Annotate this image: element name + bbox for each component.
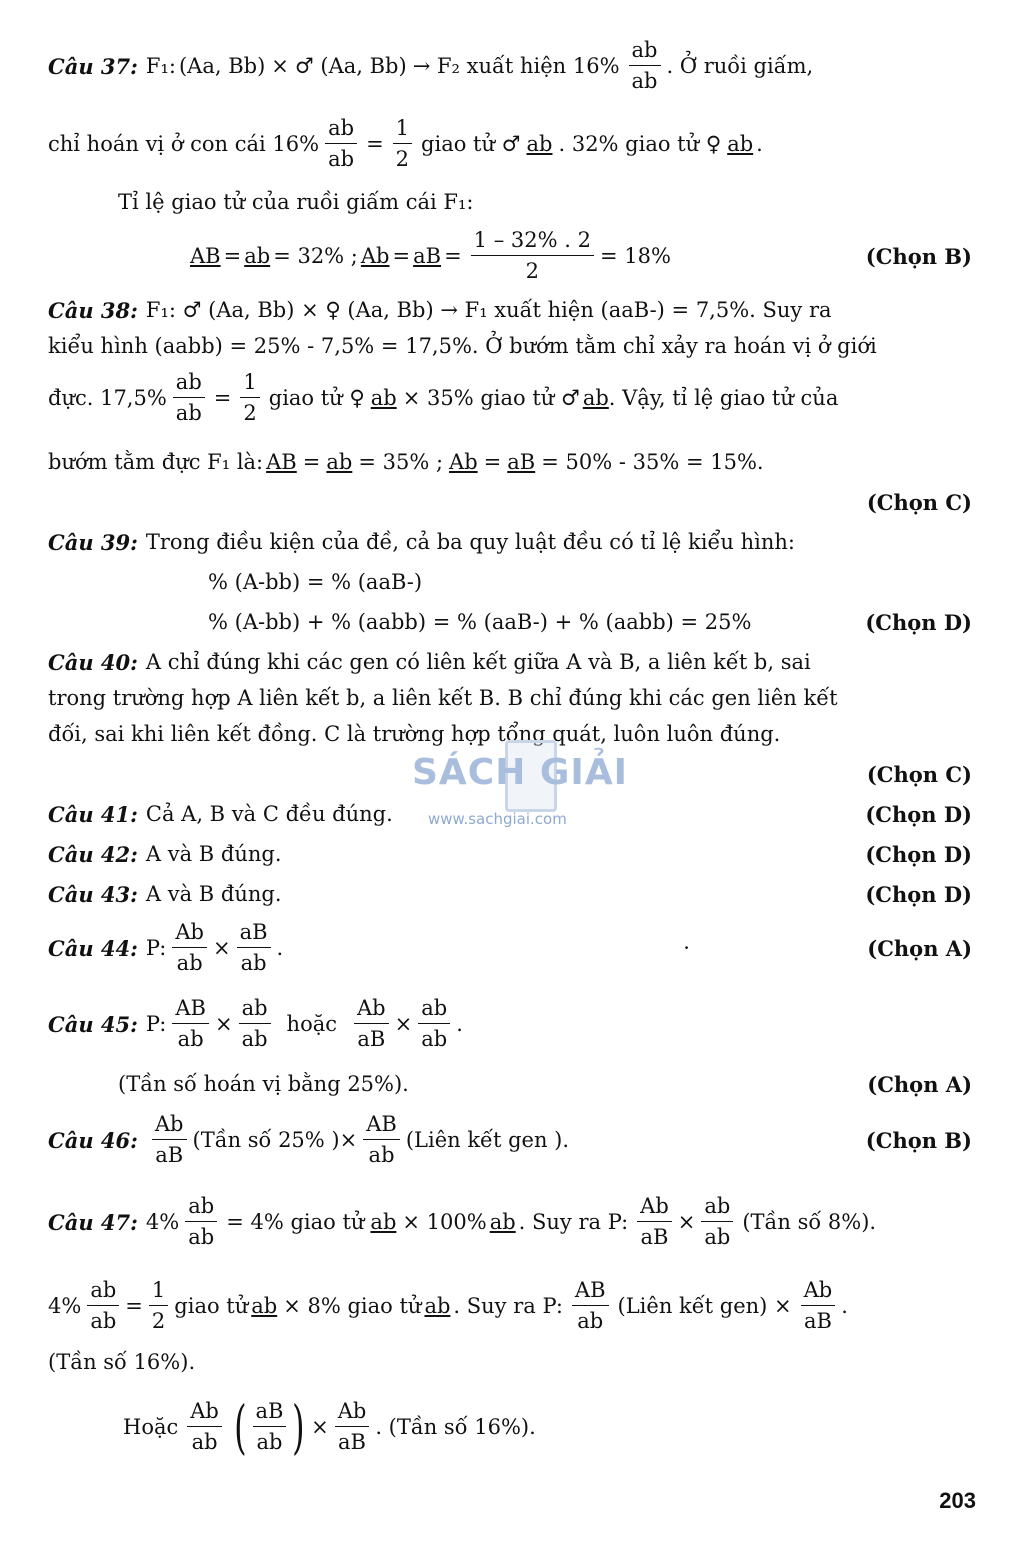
text: giao tử ♀	[268, 385, 365, 410]
fraction-genotype: $\frac{Ab}{aB}$	[801, 1280, 836, 1332]
watermark-url: www.sachgiai.com	[428, 810, 567, 828]
fraction-genotype: $\frac{Ab}{ab}$	[172, 922, 207, 974]
text: × 35% giao tử ♂	[402, 385, 580, 410]
answer-choice: (Chọn C)	[866, 762, 972, 787]
gamete: AB	[266, 450, 297, 474]
question-label: Câu 41:	[48, 802, 138, 827]
q46-line	[48, 1114, 972, 1166]
question-label: Câu 47:	[48, 1209, 138, 1235]
text: chỉ hoán vị ở con cái 16%	[48, 131, 320, 156]
fraction-genotype: $\frac{ab}{ab}$	[701, 1196, 733, 1248]
q37-line-3	[118, 192, 972, 213]
text: đực. 17,5%	[48, 385, 167, 410]
text: giao tử ♂	[421, 131, 521, 156]
text: (Liên kết gen) ×	[617, 1293, 792, 1318]
text: A chỉ đúng khi các gen có liên kết giữa A và B, a liên kết b, sai	[145, 650, 811, 674]
text: . Suy ra P:	[518, 1209, 629, 1234]
gamete: ab	[370, 385, 397, 410]
question-label: Câu 45:	[48, 1011, 138, 1037]
gamete: Ab	[360, 243, 390, 268]
text: (Aa, Bb)	[178, 53, 266, 78]
gamete: ab	[727, 131, 754, 156]
text: = 4% giao tử	[226, 1209, 365, 1234]
fraction-genotype: $\frac{Ab}{aB}$	[637, 1196, 672, 1248]
fraction-ab-ab: $\frac{ab}{ab}$	[629, 40, 661, 92]
text: Hoặc	[123, 1414, 179, 1439]
fraction-genotype: $\frac{Ab}{ab}$	[187, 1401, 222, 1453]
text: P:	[145, 1011, 167, 1036]
answer-choice: (Chọn D)	[865, 882, 972, 907]
q38-answer-line	[48, 492, 972, 513]
q47-line-3	[48, 1352, 972, 1373]
text: A và B đúng.	[145, 882, 282, 906]
gamete: ab	[424, 1293, 451, 1318]
text: Trong điều kiện của đề, cả ba quy luật đều có tỉ lệ kiểu hình:	[145, 530, 795, 554]
answer-choice: (Chọn A)	[867, 1072, 972, 1097]
text: P:	[145, 935, 167, 960]
text: . 32% giao tử ♀	[558, 131, 722, 156]
fraction-ab-ab: $\frac{ab}{ab}$	[185, 1196, 217, 1248]
question-label: Câu 42:	[48, 842, 138, 867]
q37-line-4	[190, 230, 972, 282]
equals: =	[392, 243, 411, 268]
answer-choice: (Chọn D)	[865, 610, 972, 635]
fraction-genotype: $\frac{ab}{ab}$	[418, 998, 450, 1050]
q39-line-3	[208, 612, 972, 633]
fraction-genotype: $\frac{ab}{ab}$	[239, 998, 271, 1050]
text: % (A-bb) + % (aabb) = % (aaB-) + % (aabb) = 25%	[208, 610, 752, 634]
text: = 35% ;	[358, 450, 444, 474]
text: . Ở ruồi giấm,	[666, 53, 814, 78]
question-label: Câu 43:	[48, 882, 138, 907]
watermark-logo	[412, 738, 632, 838]
q44-line	[48, 922, 972, 974]
equals: =	[125, 1293, 143, 1318]
fraction-genotype: $\frac{Ab}{aB}$	[335, 1401, 370, 1453]
equals: =	[213, 385, 232, 410]
gamete: AB	[190, 243, 221, 268]
text: Tỉ lệ giao tử của ruồi giấm cái F₁:	[118, 190, 474, 214]
q38-line-3	[48, 372, 972, 424]
fraction-genotype: $\frac{Ab}{aB}$	[354, 998, 389, 1050]
fraction-genotype: $\frac{Ab}{aB}$	[152, 1114, 187, 1166]
gamete: Ab	[449, 450, 478, 474]
equals: =	[223, 243, 242, 268]
text: bướm tằm đực F₁ là:	[48, 450, 264, 474]
fraction-genotype: $\frac{AB}{ab}$	[363, 1114, 400, 1166]
equals: =	[483, 450, 502, 474]
q45-line	[48, 998, 972, 1050]
text: .	[456, 1011, 463, 1036]
text: (Tần số hoán vị bằng 25%).	[118, 1072, 409, 1096]
answer-choice: (Chọn B)	[865, 1127, 972, 1153]
text: → F₂ xuất hiện 16%	[412, 53, 620, 78]
fraction-genotype: $\frac{AB}{ab}$	[572, 1280, 609, 1332]
q37-line-2	[48, 118, 972, 170]
text: F₁:	[145, 53, 176, 78]
text: trong trường hợp A liên kết b, a liên kết B. B chỉ đúng khi các gen liên kết	[48, 686, 838, 710]
fraction-one-half: $\frac{1}{2}$	[240, 372, 259, 424]
times-sign: ×	[214, 1011, 233, 1036]
gamete: ab	[489, 1209, 516, 1234]
question-label: Câu 40:	[48, 650, 138, 675]
q40-line-2	[48, 688, 972, 709]
text: ♂ (Aa, Bb)	[294, 53, 407, 78]
text: . (Tần số 16%).	[375, 1414, 536, 1439]
text: .	[841, 1293, 848, 1318]
page-number: 203	[939, 1488, 976, 1513]
answer-choice: (Chọn D)	[865, 802, 972, 827]
text: 4%	[145, 1209, 180, 1234]
answer-choice: (Chọn C)	[866, 490, 972, 515]
text: × 8% giao tử	[283, 1293, 422, 1318]
text: đối, sai khi liên kết đồng. C là trường hợp tổng quát, luôn luôn đúng.	[48, 722, 781, 746]
answer-choice: (Chọn A)	[867, 935, 972, 961]
text: A và B đúng.	[145, 842, 282, 866]
question-label: Câu 37:	[48, 53, 138, 79]
text: 4%	[48, 1293, 82, 1318]
text: (Tần số 25% )	[192, 1127, 340, 1152]
text: % (A-bb) = % (aaB-)	[208, 570, 423, 594]
text: F₁: ♂ (Aa, Bb) × ♀ (Aa, Bb) → F₁ xuất hiện (aaB-) = 7,5%. Suy ra	[145, 298, 832, 322]
right-paren: )	[292, 1393, 305, 1461]
text: = 32% ;	[273, 243, 358, 268]
text: giao tử	[174, 1293, 249, 1318]
q38-line-1	[48, 300, 972, 321]
answer-choice: (Chọn B)	[865, 243, 972, 269]
text: (Tần số 16%).	[48, 1350, 196, 1374]
times-sign: ×	[311, 1414, 329, 1439]
times-sign: ×	[271, 53, 289, 78]
fraction-ab-ab: $\frac{ab}{ab}$	[325, 118, 357, 170]
text: hoặc	[286, 1011, 337, 1036]
q47-line-4	[120, 1393, 972, 1461]
equals: =	[302, 450, 321, 474]
q47-line-2	[48, 1280, 972, 1332]
stray-dot: ·	[683, 935, 690, 960]
text: × 100%	[402, 1209, 487, 1234]
times-sign: ×	[677, 1209, 696, 1234]
gamete: ab	[370, 1209, 397, 1234]
gamete: ab	[244, 243, 271, 268]
q38-line-2	[48, 336, 972, 357]
left-paren: (	[233, 1393, 247, 1461]
question-label: Câu 39:	[48, 530, 138, 555]
q39-line-1	[48, 532, 972, 553]
fraction-ab-ab: $\frac{ab}{ab}$	[173, 372, 205, 424]
gamete: ab	[582, 385, 609, 410]
q37-line-1	[48, 40, 972, 92]
text: . Suy ra P:	[453, 1293, 563, 1318]
q45-note-line	[118, 1074, 972, 1095]
fraction-genotype: $\frac{AB}{ab}$	[172, 998, 209, 1050]
text: = 18%	[599, 243, 671, 268]
q38-line-4	[48, 452, 972, 473]
answer-choice: (Chọn D)	[865, 842, 972, 867]
q47-line-1	[48, 1196, 972, 1248]
text: .	[756, 131, 763, 156]
fraction-genotype: $\frac{aB}{ab}$	[253, 1401, 287, 1453]
text: .	[276, 935, 284, 960]
q43-line	[48, 884, 972, 905]
watermark-brand: SÁCH GIẢI	[412, 752, 629, 793]
gamete: aB	[507, 450, 536, 474]
fraction-ab-ab: $\frac{ab}{ab}$	[87, 1280, 119, 1332]
text: (Tần số 8%).	[742, 1209, 877, 1234]
q42-line	[48, 844, 972, 865]
text: (Liên kết gen ).	[405, 1127, 570, 1152]
times-sign: ×	[394, 1011, 413, 1036]
fraction-one-half: $\frac{1}{2}$	[149, 1280, 168, 1332]
times-sign: ×	[339, 1127, 358, 1152]
gamete: ab	[526, 131, 553, 156]
text: = 50% - 35% = 15%.	[541, 450, 764, 474]
fraction-gamete-calc: $\frac{1 - 32\% . 2}{2}$	[471, 230, 594, 282]
gamete: aB	[413, 243, 442, 268]
fraction-genotype: $\frac{aB}{ab}$	[237, 922, 271, 974]
text: Cả A, B và C đều đúng.	[145, 802, 393, 826]
question-label: Câu 46:	[48, 1127, 138, 1153]
times-sign: ×	[212, 935, 231, 960]
question-label: Câu 44:	[48, 935, 138, 961]
text: . Vậy, tỉ lệ giao tử của	[608, 385, 839, 410]
gamete: ab	[326, 450, 353, 474]
equals: =	[444, 243, 462, 268]
q40-line-1	[48, 652, 972, 673]
q39-line-2	[208, 572, 972, 593]
text: kiểu hình (aabb) = 25% - 7,5% = 17,5%. Ở bướm tằm chỉ xảy ra hoán vị ở giới	[48, 334, 877, 358]
fraction-one-half: $\frac{1}{2}$	[393, 118, 412, 170]
equals: =	[366, 131, 384, 156]
gamete: ab	[251, 1293, 278, 1318]
question-label: Câu 38:	[48, 298, 138, 323]
